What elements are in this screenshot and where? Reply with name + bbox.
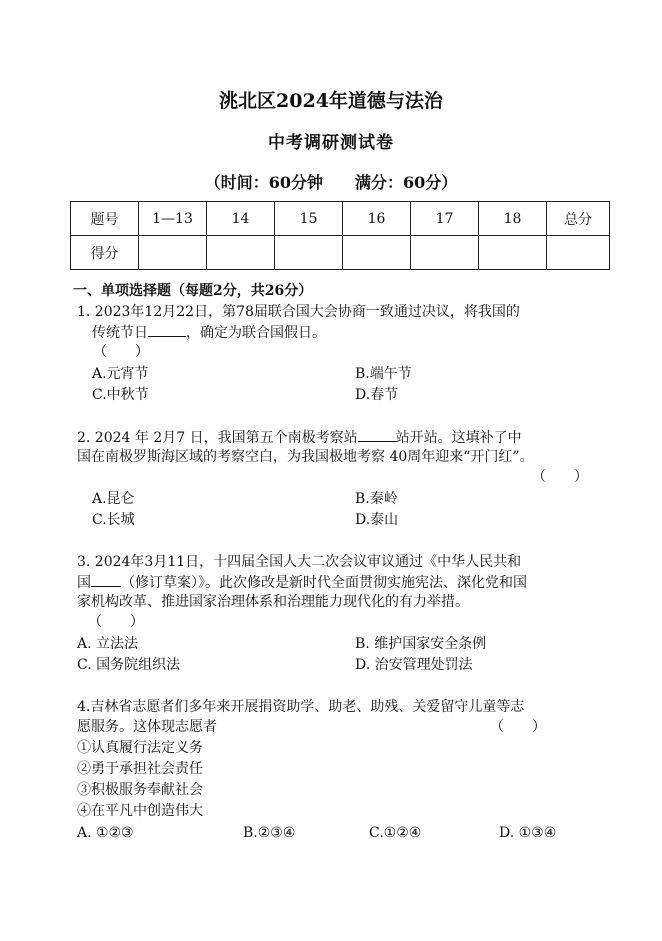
- q2-option-b[interactable]: B.秦岭: [355, 491, 398, 507]
- score-cell[interactable]: [479, 236, 547, 270]
- q3-option-d[interactable]: D. 治安管理处罚法: [355, 657, 473, 673]
- q1-option-a[interactable]: A.元宵节: [92, 366, 149, 382]
- q2-answer-bracket: （ ）: [532, 469, 588, 485]
- q4-option-c[interactable]: C.①②④: [369, 825, 422, 841]
- q1-text-line2-pre: 传统节日: [92, 325, 148, 341]
- q4-text-line1: 4.吉林省志愿者们多年来开展捐资助学、助老、助残、关爱留守儿童等志: [77, 699, 525, 715]
- q3-answer-bracket: （ ）: [88, 614, 144, 630]
- score-cell[interactable]: [207, 236, 275, 270]
- q3-option-a[interactable]: A. 立法法: [77, 636, 139, 652]
- q1-option-d[interactable]: D.春节: [355, 387, 399, 403]
- q1-answer-bracket: （ ）: [93, 344, 149, 360]
- q1-text-line2: [92, 323, 326, 342]
- score-header-cell: 总分: [547, 202, 610, 236]
- q4-option-d[interactable]: D. ①③④: [499, 825, 557, 841]
- score-cell[interactable]: [275, 236, 343, 270]
- q2-option-c[interactable]: C.长城: [92, 512, 135, 528]
- score-cell[interactable]: [547, 236, 610, 270]
- score-header-cell: 1—13: [139, 202, 207, 236]
- answer-blank: [91, 573, 121, 587]
- q3-text-line2: [77, 573, 527, 592]
- q3-text-line2-post: （修订草案）》。此次修改是新时代全面贯彻实施宪法、深化党和国: [121, 575, 527, 591]
- score-cell[interactable]: [343, 236, 411, 270]
- q4-statement-4: ④在平凡中创造伟大: [77, 803, 203, 819]
- score-table-score-row: [71, 236, 610, 270]
- q2-text-line1: [77, 428, 522, 447]
- q3-option-c[interactable]: C. 国务院组织法: [77, 657, 181, 673]
- score-header-cell: 题号: [71, 202, 139, 236]
- q4-text-line2: 愿服务。这体现志愿者: [77, 719, 217, 735]
- score-header-cell: 16: [343, 202, 411, 236]
- score-header-cell: 15: [275, 202, 343, 236]
- q2-text-line1-post: 站开站。这填补了中: [395, 430, 522, 446]
- q4-option-a[interactable]: A. ①②③: [77, 825, 134, 841]
- q2-option-a[interactable]: A.昆仑: [92, 491, 135, 507]
- q3-text-line3: 家机构改革、推进国家治理体系和治理能力现代化的有力举措。: [77, 594, 469, 610]
- exam-title: 洮北区2024年道德与法治: [219, 90, 443, 112]
- q2-text-line1-pre: 2. 2024 年 2月7 日，我国第五个南极考察站: [77, 430, 358, 446]
- q2-option-d[interactable]: D.泰山: [355, 512, 399, 528]
- q4-statement-2: ②勇于承担社会责任: [77, 761, 203, 777]
- score-cell[interactable]: [411, 236, 479, 270]
- q1-text-line1: 1. 2023年12月22日，第78届联合国大会协商一致通过决议，将我国的: [77, 304, 520, 320]
- answer-blank: [358, 428, 396, 442]
- q3-option-b[interactable]: B. 维护国家安全条例: [355, 636, 487, 652]
- score-header-cell: 17: [411, 202, 479, 236]
- q1-option-b[interactable]: B.端午节: [355, 366, 412, 382]
- answer-blank: [148, 323, 186, 337]
- score-table-header-row: [71, 202, 610, 236]
- q4-option-b[interactable]: B.②③④: [243, 825, 296, 841]
- time-info: （时间：60分钟 满分：60分）: [204, 173, 458, 192]
- score-header-cell: 18: [479, 202, 547, 236]
- section-title: 一、单项选择题（每题2分，共26分）: [73, 283, 313, 299]
- q4-statement-1: ①认真履行法定义务: [77, 740, 203, 756]
- score-cell[interactable]: [139, 236, 207, 270]
- q3-text-line2-pre: 国: [77, 575, 91, 591]
- q1-text-line2-post: ，确定为联合国假日。: [186, 325, 326, 341]
- q4-statement-3: ③积极服务奉献社会: [77, 782, 203, 798]
- score-table: [70, 201, 610, 270]
- score-row-label: 得分: [71, 236, 139, 270]
- q1-option-c[interactable]: C.中秋节: [92, 387, 149, 403]
- exam-subtitle: 中考调研测试卷: [268, 133, 394, 153]
- q3-text-line1: 3. 2024年3月11日，十四届全国人大二次会议审议通过《中华人民共和: [77, 554, 522, 570]
- q2-text-line2: 国在南极罗斯海区域的考察空白，为我国极地考察 40周年迎来“开门红”。: [77, 449, 534, 465]
- score-header-cell: 14: [207, 202, 275, 236]
- q4-answer-bracket: （ ）: [490, 719, 546, 735]
